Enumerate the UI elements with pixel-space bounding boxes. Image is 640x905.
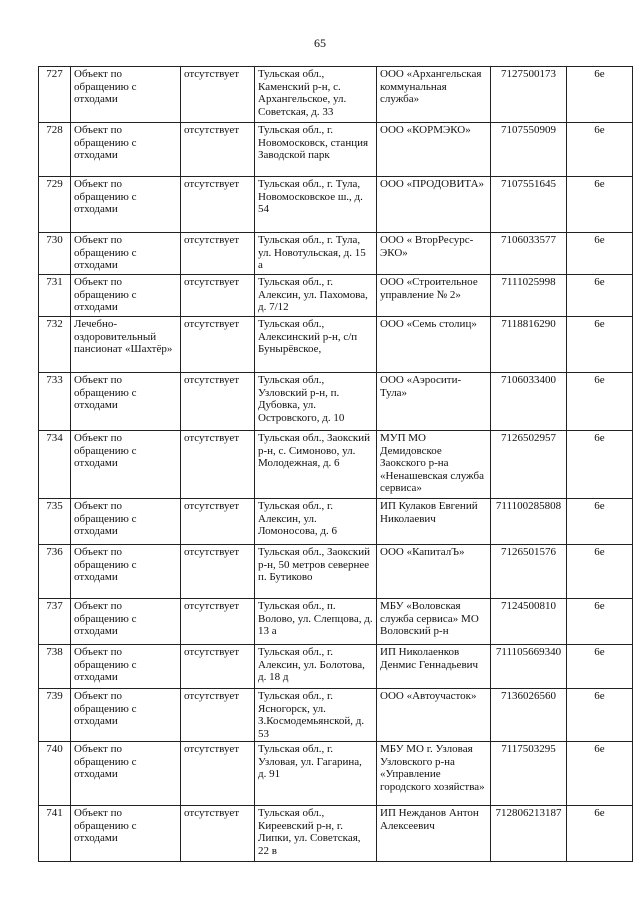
row-number: 741 xyxy=(39,806,71,862)
category-code: 6е xyxy=(567,233,633,275)
operator-name: ООО «ПРОДОВИТА» xyxy=(377,177,491,233)
license-status: отсутствует xyxy=(181,317,255,373)
object-address: Тульская обл., г. Ясногорск, ул. З.Космодемьянской, д. 53 xyxy=(255,689,377,742)
table-row xyxy=(39,233,633,275)
category-code: 6е xyxy=(567,806,633,862)
category-code: 6е xyxy=(567,177,633,233)
category-code: 6е xyxy=(567,67,633,123)
license-status: отсутствует xyxy=(181,689,255,742)
registry-rows xyxy=(39,67,633,862)
object-name: Объект по обращению с отходами xyxy=(71,645,181,689)
object-name: Объект по обращению с отходами xyxy=(71,123,181,177)
license-status: отсутствует xyxy=(181,373,255,431)
operator-name: ООО «Автоучасток» xyxy=(377,689,491,742)
table-row xyxy=(39,499,633,545)
object-name: Объект по обращению с отходами xyxy=(71,545,181,599)
row-number: 728 xyxy=(39,123,71,177)
object-name: Объект по обращению с отходами xyxy=(71,499,181,545)
license-status: отсутствует xyxy=(181,233,255,275)
license-status: отсутствует xyxy=(181,545,255,599)
row-number: 738 xyxy=(39,645,71,689)
category-code: 6е xyxy=(567,275,633,317)
row-number: 732 xyxy=(39,317,71,373)
operator-inn: 7107551645 xyxy=(491,177,567,233)
object-address: Тульская обл., Узловский р-н, п. Дубовка, ул. Островского, д. 10 xyxy=(255,373,377,431)
operator-name: ООО «Семь столиц» xyxy=(377,317,491,373)
operator-name: ООО «Архангельская коммунальная служба» xyxy=(377,67,491,123)
operator-name: ИП Кулаков Евгений Николаевич xyxy=(377,499,491,545)
operator-name: ООО «КОРМЭКО» xyxy=(377,123,491,177)
row-number: 736 xyxy=(39,545,71,599)
operator-name: МБУ МО г. Узловая Узловского р-на «Управление городского хозяйства» xyxy=(377,742,491,806)
license-status: отсутствует xyxy=(181,499,255,545)
license-status: отсутствует xyxy=(181,806,255,862)
table-row xyxy=(39,806,633,862)
table-row xyxy=(39,742,633,806)
table-row xyxy=(39,67,633,123)
object-name: Объект по обращению с отходами xyxy=(71,806,181,862)
operator-inn: 7127500173 xyxy=(491,67,567,123)
object-address: Тульская обл., Алексинский р-н, с/п Бунырёвское, xyxy=(255,317,377,373)
operator-inn: 7126501576 xyxy=(491,545,567,599)
object-address: Тульская обл., г. Тула, ул. Новотульская, д. 15 а xyxy=(255,233,377,275)
license-status: отсутствует xyxy=(181,431,255,499)
operator-inn: 7118816290 xyxy=(491,317,567,373)
operator-inn: 7126502957 xyxy=(491,431,567,499)
license-status: отсутствует xyxy=(181,599,255,645)
operator-inn: 7106033577 xyxy=(491,233,567,275)
table-row xyxy=(39,545,633,599)
object-address: Тульская обл., г. Тула, Новомосковское ш., д. 54 xyxy=(255,177,377,233)
operator-name: ООО «КапиталЪ» xyxy=(377,545,491,599)
row-number: 733 xyxy=(39,373,71,431)
operator-inn: 7117503295 xyxy=(491,742,567,806)
category-code: 6е xyxy=(567,373,633,431)
object-name: Объект по обращению с отходами xyxy=(71,742,181,806)
table-row xyxy=(39,317,633,373)
object-address: Тульская обл., Каменский р-н, с. Архангельское, ул. Советская, д. 33 xyxy=(255,67,377,123)
table-row xyxy=(39,599,633,645)
object-address: Тульская обл., г. Алексин, ул. Пахомова, д. 7/12 xyxy=(255,275,377,317)
operator-inn: 712806213187 xyxy=(491,806,567,862)
operator-inn: 7111025998 xyxy=(491,275,567,317)
object-address: Тульская обл., г. Алексин, ул. Болотова, д. 18 д xyxy=(255,645,377,689)
operator-inn: 711100285808 xyxy=(491,499,567,545)
row-number: 727 xyxy=(39,67,71,123)
page-number: 65 xyxy=(314,36,326,50)
object-address: Тульская обл., г. Новомосковск, станция Заводской парк xyxy=(255,123,377,177)
object-name: Объект по обращению с отходами xyxy=(71,177,181,233)
operator-name: МУП МО Демидовское Заокского р-на «Ненашевская служба сервиса» xyxy=(377,431,491,499)
operator-inn: 7106033400 xyxy=(491,373,567,431)
row-number: 737 xyxy=(39,599,71,645)
license-status: отсутствует xyxy=(181,67,255,123)
table-row xyxy=(39,123,633,177)
operator-name: ИП Николаенков Денмис Геннадьевич xyxy=(377,645,491,689)
category-code: 6е xyxy=(567,545,633,599)
table-row xyxy=(39,431,633,499)
row-number: 731 xyxy=(39,275,71,317)
operator-inn: 711105669340 xyxy=(491,645,567,689)
row-number: 740 xyxy=(39,742,71,806)
object-name: Объект по обращению с отходами xyxy=(71,689,181,742)
row-number: 729 xyxy=(39,177,71,233)
operator-name: ООО «Строительное управление № 2» xyxy=(377,275,491,317)
object-name: Объект по обращению с отходами xyxy=(71,233,181,275)
operator-name: ООО «Аэросити-Тула» xyxy=(377,373,491,431)
operator-inn: 7124500810 xyxy=(491,599,567,645)
table-row xyxy=(39,689,633,742)
category-code: 6е xyxy=(567,123,633,177)
operator-name: ООО « ВторРесурс-ЭКО» xyxy=(377,233,491,275)
object-address: Тульская обл., п. Волово, ул. Слепцова, д. 13 а xyxy=(255,599,377,645)
category-code: 6е xyxy=(567,317,633,373)
operator-name: ИП Нежданов Антон Алексеевич xyxy=(377,806,491,862)
category-code: 6е xyxy=(567,742,633,806)
license-status: отсутствует xyxy=(181,275,255,317)
operator-name: МБУ «Воловская служба сервиса» МО Воловский р-н xyxy=(377,599,491,645)
row-number: 739 xyxy=(39,689,71,742)
object-address: Тульская обл., г. Алексин, ул. Ломоносова, д. 6 xyxy=(255,499,377,545)
table-row xyxy=(39,275,633,317)
operator-inn: 7107550909 xyxy=(491,123,567,177)
object-name: Объект по обращению с отходами xyxy=(71,431,181,499)
object-name: Объект по обращению с отходами xyxy=(71,275,181,317)
category-code: 6е xyxy=(567,499,633,545)
category-code: 6е xyxy=(567,689,633,742)
object-address: Тульская обл., Киреевский р-н, г. Липки, ул. Советская, 22 в xyxy=(255,806,377,862)
row-number: 730 xyxy=(39,233,71,275)
license-status: отсутствует xyxy=(181,177,255,233)
table-row xyxy=(39,177,633,233)
object-name: Лечебно-оздоровительный пансионат «Шахтёр» xyxy=(71,317,181,373)
table-row xyxy=(39,373,633,431)
license-status: отсутствует xyxy=(181,742,255,806)
category-code: 6е xyxy=(567,431,633,499)
license-status: отсутствует xyxy=(181,123,255,177)
category-code: 6е xyxy=(567,599,633,645)
operator-inn: 7136026560 xyxy=(491,689,567,742)
table-row xyxy=(39,645,633,689)
object-name: Объект по обращению с отходами xyxy=(71,67,181,123)
row-number: 735 xyxy=(39,499,71,545)
row-number: 734 xyxy=(39,431,71,499)
object-address: Тульская обл., Заокский р-н, 50 метров севернее п. Бутиково xyxy=(255,545,377,599)
object-name: Объект по обращению с отходами xyxy=(71,373,181,431)
category-code: 6е xyxy=(567,645,633,689)
object-address: Тульская обл., Заокский р-н, с. Симоново, ул. Молодежная, д. 6 xyxy=(255,431,377,499)
registry-table xyxy=(38,66,633,862)
object-address: Тульская обл., г. Узловая, ул. Гагарина, д. 91 xyxy=(255,742,377,806)
license-status: отсутствует xyxy=(181,645,255,689)
object-name: Объект по обращению с отходами xyxy=(71,599,181,645)
